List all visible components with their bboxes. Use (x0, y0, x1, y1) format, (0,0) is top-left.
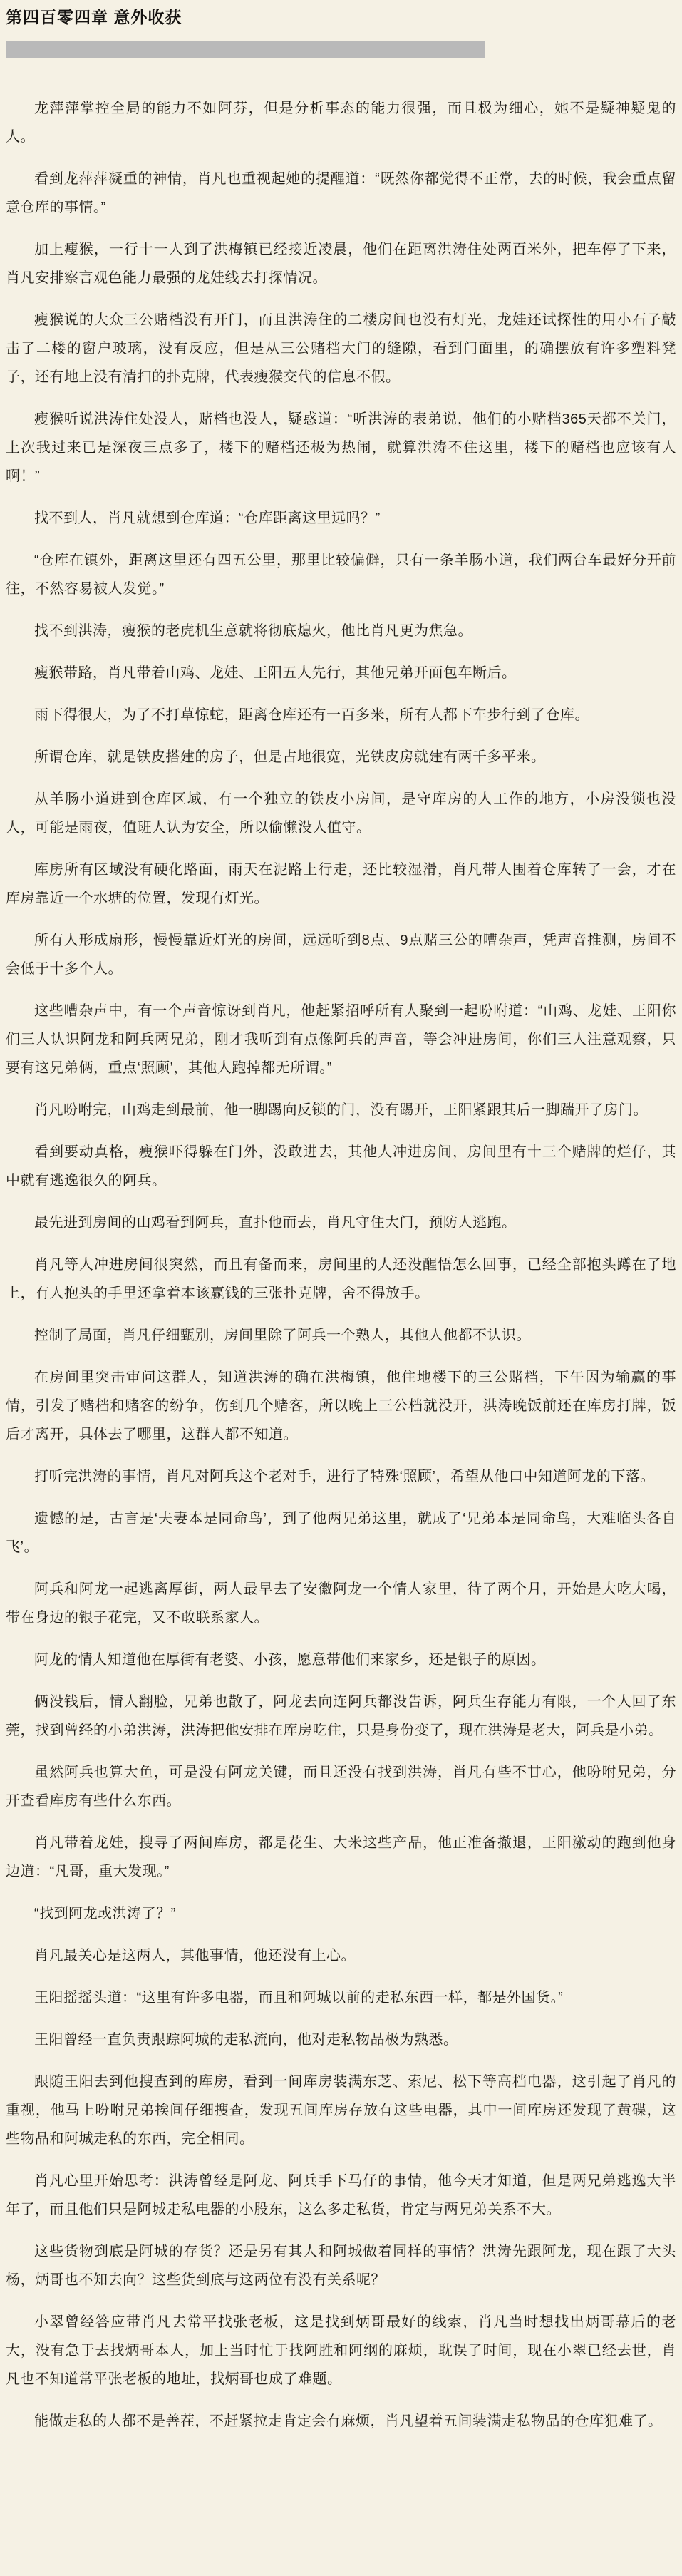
paragraph: 所谓仓库，就是铁皮搭建的房子，但是占地很宽，光铁皮房就建有两千多平米。 (34, 749, 546, 766)
paragraph: “仓库在镇外，距离这里还有四五公里，那里比较偏僻，只有一条羊肠小道，我们两台车最好分开前往，不然容易被人发觉。” (6, 553, 676, 597)
paragraph: 遗憾的是，古言是‘夫妻本是同命鸟’，到了他两兄弟这里，就成了‘兄弟本是同命鸟，大难临头各自飞’。 (6, 1511, 676, 1556)
paragraph: 所有人形成扇形，慢慢靠近灯光的房间，远远听到8点、9点赌三公的嘈杂声，凭声音推测，房间不会低于十多个人。 (6, 933, 676, 977)
paragraph: 肖凡心里开始思考：洪涛曾经是阿龙、阿兵手下马仔的事情，他今天才知道，但是两兄弟逃逸大半年了，而且他们只是阿城走私电器的小股东，这么多走私货，肯定与两兄弟关系不大。 (6, 2173, 676, 2218)
paragraph: 这些货物到底是阿城的存货？还是另有其人和阿城做着同样的事情？洪涛先跟阿龙，现在跟了大头杨，炳哥也不知去向？这些货到底与这两位有没有关系呢？ (6, 2244, 676, 2289)
paragraph: 看到龙萍萍凝重的神情，肖凡也重视起她的提醒道：“既然你都觉得不正常，去的时候，我会重点留意仓库的事情。” (6, 171, 676, 216)
paragraph: 找不到人，肖凡就想到仓库道：“仓库距离这里远吗？” (34, 510, 381, 527)
paragraph: 最先进到房间的山鸡看到阿兵，直扑他而去，肖凡守住大门，预防人逃跑。 (34, 1215, 517, 1231)
paragraph: 能做走私的人都不是善茬，不赶紧拉走肯定会有麻烦，肖凡望着五间装满走私物品的仓库犯难了。 (34, 2413, 663, 2430)
paragraph: 瘦猴听说洪涛住处没人，赌档也没人，疑惑道：“听洪涛的表弟说，他们的小赌档365天都不关门，上次我过来已是深夜三点多了，楼下的赌档还极为热闹，就算洪涛不住这里，楼下的赌档也应该有人啊！” (6, 411, 676, 485)
paragraph: 阿兵和阿龙一起逃离厚街，两人最早去了安徽阿龙一个情人家里，待了两个月，开始是大吃大喝，带在身边的银子花完，又不敢联系家人。 (6, 1581, 676, 1626)
paragraph: 雨下得很大，为了不打草惊蛇，距离仓库还有一百多米，所有人都下车步行到了仓库。 (34, 707, 589, 724)
paragraph: 肖凡等人冲进房间很突然，而且有备而来，房间里的人还没醒悟怎么回事，已经全部抱头蹲在了地上，有人抱头的手里还拿着本该赢钱的三张扑克牌，舍不得放手。 (6, 1257, 676, 1302)
chapter-content (6, 73, 676, 2436)
paragraph: 在房间里突击审问这群人，知道洪涛的确在洪梅镇，他住地楼下的三公赌档，下午因为输赢的事情，引发了赌档和赌客的纷争，伤到几个赌客，所以晚上三公档就没开，洪涛晚饭前还在库房打牌，饭后才离开，具体去了哪里，这群人都不知道。 (6, 1370, 676, 1443)
paragraph: 虽然阿兵也算大鱼，可是没有阿龙关键，而且还没有找到洪涛，肖凡有些不甘心，他吩咐兄弟，分开查看库房有些什么东西。 (6, 1765, 676, 1810)
paragraph: 这些嘈杂声中，有一个声音惊讶到肖凡，他赶紧招呼所有人聚到一起吩咐道：“山鸡、龙娃、王阳你们三人认识阿龙和阿兵两兄弟，刚才我听到有点像阿兵的声音，等会冲进房间，你们三人注意观察，只要有这兄弟俩，重点‘照顾’，其他人跑掉都无所谓。” (6, 1003, 676, 1077)
ad-placeholder-bar (6, 41, 485, 58)
paragraph: 龙萍萍掌控全局的能力不如阿芬，但是分析事态的能力很强，而且极为细心，她不是疑神疑鬼的人。 (6, 101, 676, 145)
paragraph: 看到要动真格，瘦猴吓得躲在门外，没敢进去，其他人冲进房间，房间里有十三个赌牌的烂仔，其中就有逃逸很久的阿兵。 (6, 1144, 676, 1189)
paragraph: 肖凡吩咐完，山鸡走到最前，他一脚踢向反锁的门，没有踢开，王阳紧跟其后一脚踹开了房门。 (34, 1102, 648, 1119)
paragraph: 跟随王阳去到他搜查到的库房，看到一间库房装满东芝、索尼、松下等高档电器，这引起了肖凡的重视，他马上吩咐兄弟挨间仔细搜查，发现五间库房存放有这些电器，其中一间库房还发现了黄碟，这些物品和阿城走私的东西，完全相同。 (6, 2074, 676, 2147)
paragraph: 肖凡带着龙娃，搜寻了两间库房，都是花生、大米这些产品，他正准备撤退，王阳激动的跑到他身边道：“凡哥，重大发现。” (6, 1835, 676, 1880)
paragraph: 俩没钱后，情人翻脸，兄弟也散了，阿龙去向连阿兵都没告诉，阿兵生存能力有限，一个人回了东莞，找到曾经的小弟洪涛，洪涛把他安排在库房吃住，只是身份变了，现在洪涛是老大，阿兵是小弟。 (6, 1694, 676, 1739)
paragraph: 阿龙的情人知道他在厚街有老婆、小孩，愿意带他们来家乡，还是银子的原因。 (34, 1652, 546, 1668)
paragraph: 找不到洪涛，瘦猴的老虎机生意就将彻底熄火，他比肖凡更为焦急。 (34, 623, 472, 640)
paragraph: 瘦猴带路，肖凡带着山鸡、龙娃、王阳五人先行，其他兄弟开面包车断后。 (34, 665, 517, 682)
paragraph: 打听完洪涛的事情，肖凡对阿兵这个老对手，进行了特殊‘照顾’，希望从他口中知道阿龙的下落。 (34, 1469, 655, 1485)
paragraph: 王阳摇摇头道：“这里有许多电器，而且和阿城以前的走私东西一样，都是外国货。” (34, 1990, 564, 2006)
paragraph: 库房所有区域没有硬化路面，雨天在泥路上行走，还比较湿滑，肖凡带人围着仓库转了一会，才在库房靠近一个水塘的位置，发现有灯光。 (6, 862, 676, 907)
paragraph: 从羊肠小道进到仓库区域，有一个独立的铁皮小房间，是守库房的人工作的地方，小房没锁也没人，可能是雨夜，值班人认为安全，所以偷懒没人值守。 (6, 791, 676, 836)
paragraph: 加上瘦猴，一行十一人到了洪梅镇已经接近凌晨，他们在距离洪涛住处两百米外，把车停了下来，肖凡安排察言观色能力最强的龙娃线去打探情况。 (6, 242, 676, 287)
paragraph: 控制了局面，肖凡仔细甄别，房间里除了阿兵一个熟人，其他人他都不认识。 (34, 1328, 531, 1344)
paragraph: 瘦猴说的大众三公赌档没有开门，而且洪涛住的二楼房间也没有灯光，龙娃还试探性的用小石子敲击了二楼的窗户玻璃，没有反应，但是从三公赌档大门的缝隙，看到门面里，的确摆放有许多塑料凳子，还有地上没有清扫的扑克牌，代表瘦猴交代的信息不假。 (6, 312, 676, 386)
paragraph: 肖凡最关心是这两人，其他事情，他还没有上心。 (34, 1948, 356, 1964)
chapter-title: 第四百零四章 意外收获 (6, 8, 182, 26)
paragraph: 王阳曾经一直负责跟踪阿城的走私流向，他对走私物品极为熟悉。 (34, 2032, 458, 2048)
paragraph: 小翠曾经答应带肖凡去常平找张老板，这是找到炳哥最好的线索，肖凡当时想找出炳哥幕后的老大，没有急于去找炳哥本人，加上当时忙于找阿胜和阿纲的麻烦，耽误了时间，现在小翠已经去世，肖凡也不知道常平张老板的地址，找炳哥也成了难题。 (6, 2314, 676, 2388)
paragraph: “找到阿龙或洪涛了？” (34, 1906, 176, 1922)
